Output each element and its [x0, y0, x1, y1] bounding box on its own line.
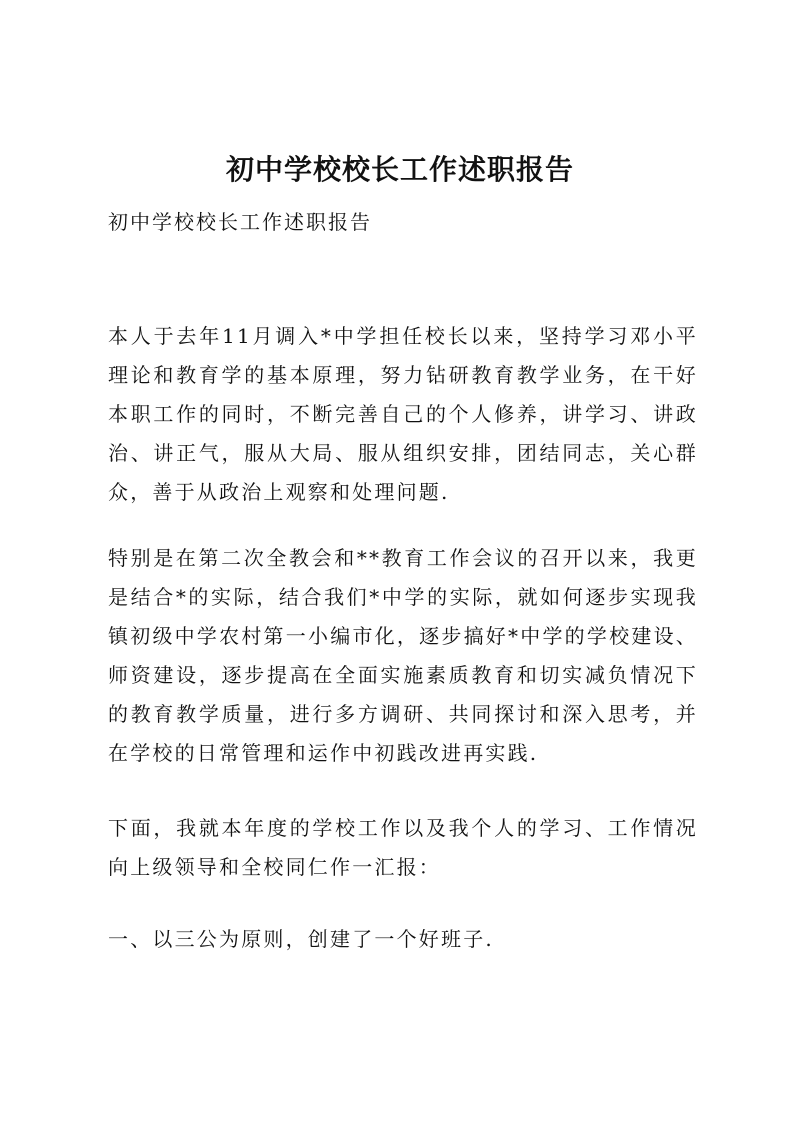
paragraph-conference: 特别是在第二次全教会和**教育工作会议的召开以来，我更是结合*的实际，结合我们*中学的实际，就如何逐步实现我镇初级中学农村第一小编市化，逐步搞好*中学的学校建设、师资建设，逐步提高在全面实施素质教育和切实减负情况下的教育教学质量，进行多方调研、共同探讨和深入思考，并在学校的日常管理和运作中初践改进再实践.	[108, 546, 698, 765]
paragraph-report-intro: 下面，我就本年度的学校工作以及我个人的学习、工作情况向上级领导和全校同仁作一汇报：	[108, 816, 698, 879]
document-title: 初中学校校长工作述职报告	[225, 153, 574, 186]
paragraph-intro: 本人于去年11月调入*中学担任校长以来，坚持学习邓小平理论和教育学的基本原理，努力钻研教育教学业务，在干好本职工作的同时，不断完善自己的个人修养，讲学习、讲政治、讲正气，服从大局、服从组织安排，团结同志，关心群众，善于从政治上观察和处理问题.	[108, 324, 698, 504]
document-subtitle: 初中学校校长工作述职报告	[108, 210, 372, 234]
section-heading-one: 一、以三公为原则，创建了一个好班子.	[108, 927, 494, 951]
